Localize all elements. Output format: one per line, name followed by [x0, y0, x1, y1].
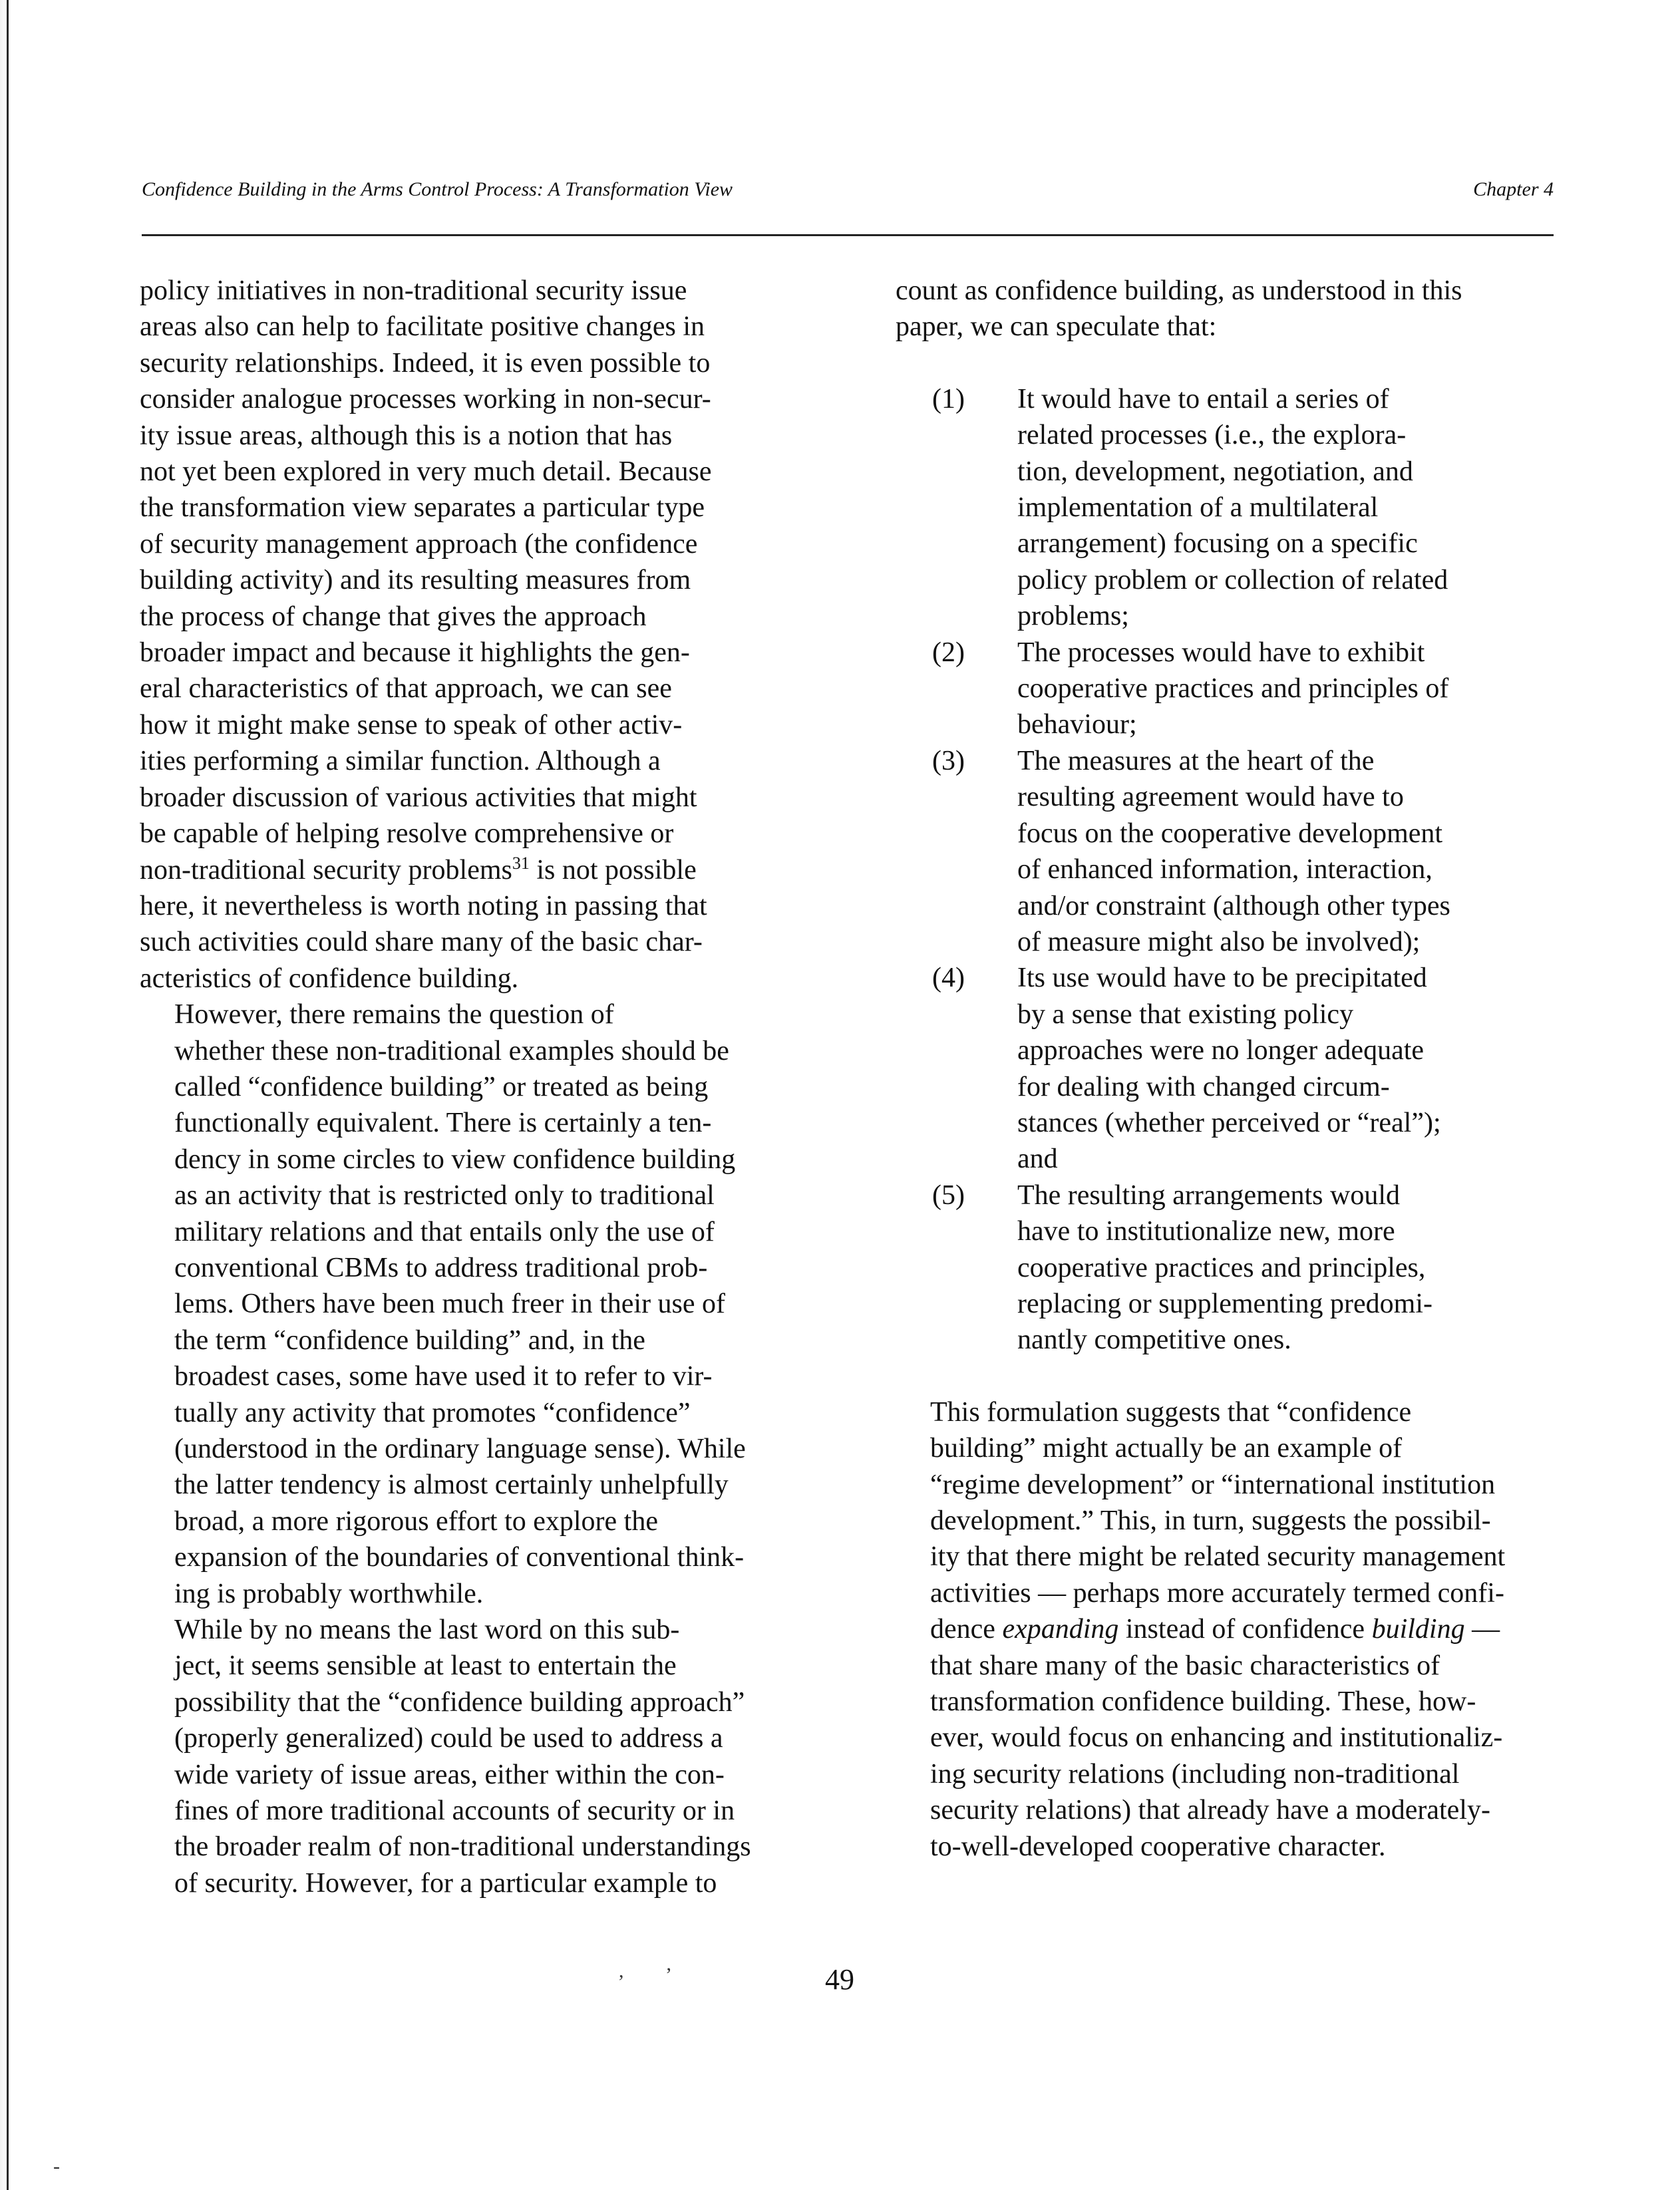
paragraph — [896, 1394, 1561, 1865]
text-line: as an activity that is restricted only to traditional — [174, 1180, 715, 1211]
text-line: have to institutionalize new, more — [1017, 1216, 1395, 1247]
text-line: paper, we can speculate that: — [896, 311, 1217, 343]
text-line: military relations and that entails only the use of — [174, 1216, 715, 1247]
emphasis-building: building — [1371, 1614, 1465, 1645]
text-line: The processes would have to exhibit — [1017, 637, 1425, 668]
text-line: cooperative practices and principles of — [1017, 673, 1449, 704]
text-line: and/or constraint (although other types — [1017, 890, 1450, 921]
scan-speck: - — [53, 2155, 60, 2177]
text-line: areas also can help to facilitate positive changes in — [140, 311, 705, 343]
text-line: ing security relations (including non-traditional — [930, 1758, 1460, 1790]
text-line: focus on the cooperative development — [1017, 818, 1443, 849]
text-line: the process of change that gives the approach — [140, 601, 647, 632]
text-line: of enhanced information, interaction, — [1017, 854, 1432, 885]
text-line: “regime development” or “international institution — [930, 1469, 1496, 1500]
text-line: of measure might also be involved); — [1017, 926, 1421, 957]
text-line: tion, development, negotiation, and — [1017, 456, 1413, 487]
text-line: how it might make sense to speak of other activ- — [140, 709, 683, 740]
text-line: for dealing with changed circum- — [1017, 1071, 1390, 1102]
list-item — [896, 743, 1561, 960]
text-line: Its use would have to be precipitated — [1017, 963, 1427, 994]
text-line-with-footnote — [140, 852, 809, 888]
text-line: expansion of the boundaries of conventional think- — [174, 1542, 745, 1573]
list-item — [896, 381, 1561, 635]
footnote-reference: 31 — [512, 853, 530, 873]
text-line: of security. However, for a particular example to — [174, 1867, 717, 1899]
text-line: the term “confidence building” and, in the — [174, 1325, 645, 1356]
list-item — [896, 960, 1561, 1177]
text-line: the broader realm of non-traditional understandings — [174, 1831, 751, 1863]
text-segment: — — [1464, 1614, 1500, 1645]
scan-speck: , — [619, 1960, 624, 1982]
text-line: conventional CBMs to address traditional prob- — [174, 1252, 708, 1283]
criteria-list — [896, 381, 1561, 1358]
paragraph — [896, 273, 1561, 345]
emphasis-expanding: expanding — [1002, 1614, 1119, 1645]
spacer — [896, 1358, 1561, 1394]
text-line: eral characteristics of that approach, we can see — [140, 673, 672, 704]
page-number: 49 — [825, 1963, 854, 1996]
text-line: count as confidence building, as understood in this — [896, 275, 1462, 306]
text-line: ject, it seems sensible at least to entertain the — [174, 1650, 677, 1682]
paragraph — [140, 273, 809, 997]
list-item — [896, 635, 1561, 743]
list-number: (3) — [932, 745, 965, 776]
text-segment: dence — [930, 1614, 1003, 1645]
text-line: and — [1017, 1144, 1058, 1175]
text-line: replacing or supplementing predomi- — [1017, 1288, 1432, 1319]
text-line: ities performing a similar function. Although a — [140, 746, 661, 777]
text-segment: non-traditional security problems — [140, 854, 512, 885]
text-line: broad, a more rigorous effort to explore the — [174, 1505, 658, 1537]
spacer — [896, 345, 1561, 381]
text-line: lems. Others have been much freer in their use of — [174, 1289, 726, 1320]
text-line: behaviour; — [1017, 709, 1137, 740]
text-line: activities — perhaps more accurately termed confi- — [930, 1577, 1504, 1609]
text-line: called “confidence building” or treated as being — [174, 1071, 709, 1102]
text-line: policy initiatives in non-traditional security issue — [140, 275, 687, 306]
text-line: here, it nevertheless is worth noting in passing that — [140, 890, 707, 921]
text-line: The resulting arrangements would — [1017, 1179, 1400, 1211]
text-line: While by no means the last word on this sub- — [174, 1615, 680, 1646]
text-line: ever, would focus on enhancing and institutionaliz- — [930, 1722, 1503, 1754]
page-binding-edge — [0, 0, 9, 2190]
text-line: development.” This, in turn, suggests the possibil- — [930, 1505, 1491, 1536]
running-header-title: Confidence Building in the Arms Control Process: A Transformation View — [142, 178, 733, 200]
text-line: related processes (i.e., the explora- — [1017, 420, 1407, 451]
left-column — [140, 273, 809, 1901]
list-item — [896, 1177, 1561, 1358]
text-line: consider analogue processes working in non-secur- — [140, 384, 711, 415]
text-line: transformation confidence building. These, how- — [930, 1686, 1476, 1718]
text-line: stances (whether perceived or “real”); — [1017, 1107, 1441, 1138]
text-line: that share many of the basic characteristics of — [930, 1650, 1440, 1681]
text-segment: is not possible — [529, 854, 697, 885]
text-line: problems; — [1017, 601, 1129, 632]
paragraph — [140, 997, 809, 1612]
running-header — [142, 178, 1554, 210]
text-line: arrangement) focusing on a specific — [1017, 528, 1418, 559]
text-line: broader discussion of various activities that might — [140, 782, 697, 813]
text-line: dency in some circles to view confidence building — [174, 1144, 736, 1175]
text-line: It would have to entail a series of — [1017, 383, 1389, 414]
text-line: by a sense that existing policy — [1017, 999, 1354, 1030]
text-line: ing is probably worthwhile. — [174, 1578, 484, 1609]
text-line: the latter tendency is almost certainly unhelpfully — [174, 1470, 729, 1501]
text-line: whether these non-traditional examples should be — [174, 1035, 729, 1066]
text-line: fines of more traditional accounts of security or in — [174, 1796, 735, 1827]
list-number: (2) — [932, 637, 965, 668]
text-line: acteristics of confidence building. — [140, 963, 519, 994]
text-line: wide variety of issue areas, either within the con- — [174, 1759, 725, 1790]
text-line: However, there remains the question of — [174, 999, 614, 1030]
text-line: to-well-developed cooperative character. — [930, 1831, 1386, 1862]
text-line: approaches were no longer adequate — [1017, 1035, 1425, 1066]
text-line: broader impact and because it highlights the gen- — [140, 637, 690, 669]
text-line: broadest cases, some have used it to refer to vir- — [174, 1361, 713, 1392]
text-line: policy problem or collection of related — [1017, 564, 1448, 595]
text-line: (properly generalized) could be used to address a — [174, 1723, 723, 1754]
text-line: functionally equivalent. There is certainly a ten- — [174, 1108, 712, 1139]
text-line: possibility that the “confidence building approach” — [174, 1686, 745, 1718]
header-rule — [142, 234, 1554, 236]
text-line-with-emphasis — [896, 1611, 1561, 1647]
text-line: implementation of a multilateral — [1017, 492, 1379, 524]
text-segment: instead of confidence — [1118, 1614, 1372, 1645]
text-line: ity that there might be related security management — [930, 1541, 1506, 1573]
text-line: This formulation suggests that “confidence — [930, 1396, 1412, 1428]
text-line: tually any activity that promotes “confidence” — [174, 1397, 691, 1428]
text-line: the transformation view separates a particular type — [140, 492, 705, 524]
list-number: (5) — [932, 1179, 965, 1211]
text-line: of security management approach (the confidence — [140, 528, 698, 559]
text-line: resulting agreement would have to — [1017, 782, 1404, 813]
text-line: (understood in the ordinary language sense). While — [174, 1434, 746, 1464]
text-line: building activity) and its resulting measures from — [140, 565, 691, 596]
text-line: ity issue areas, although this is a notion that has — [140, 420, 673, 451]
text-line: not yet been explored in very much detail. Because — [140, 456, 712, 488]
running-header-chapter: Chapter 4 — [1473, 178, 1554, 200]
text-line: nantly competitive ones. — [1017, 1325, 1291, 1356]
right-column — [896, 273, 1561, 1865]
text-line: security relations) that already have a moderately- — [930, 1795, 1490, 1826]
paragraph — [140, 1612, 809, 1901]
text-line: building” might actually be an example of — [930, 1433, 1403, 1464]
text-line: security relationships. Indeed, it is even possible to — [140, 347, 711, 379]
text-line: The measures at the heart of the — [1017, 745, 1375, 776]
text-line: cooperative practices and principles, — [1017, 1252, 1426, 1283]
scan-speck: ’ — [665, 1964, 672, 1986]
text-line: such activities could share many of the basic char- — [140, 927, 703, 958]
list-number: (4) — [932, 963, 965, 994]
text-line: be capable of helping resolve comprehensive or — [140, 818, 674, 850]
list-number: (1) — [932, 383, 965, 414]
